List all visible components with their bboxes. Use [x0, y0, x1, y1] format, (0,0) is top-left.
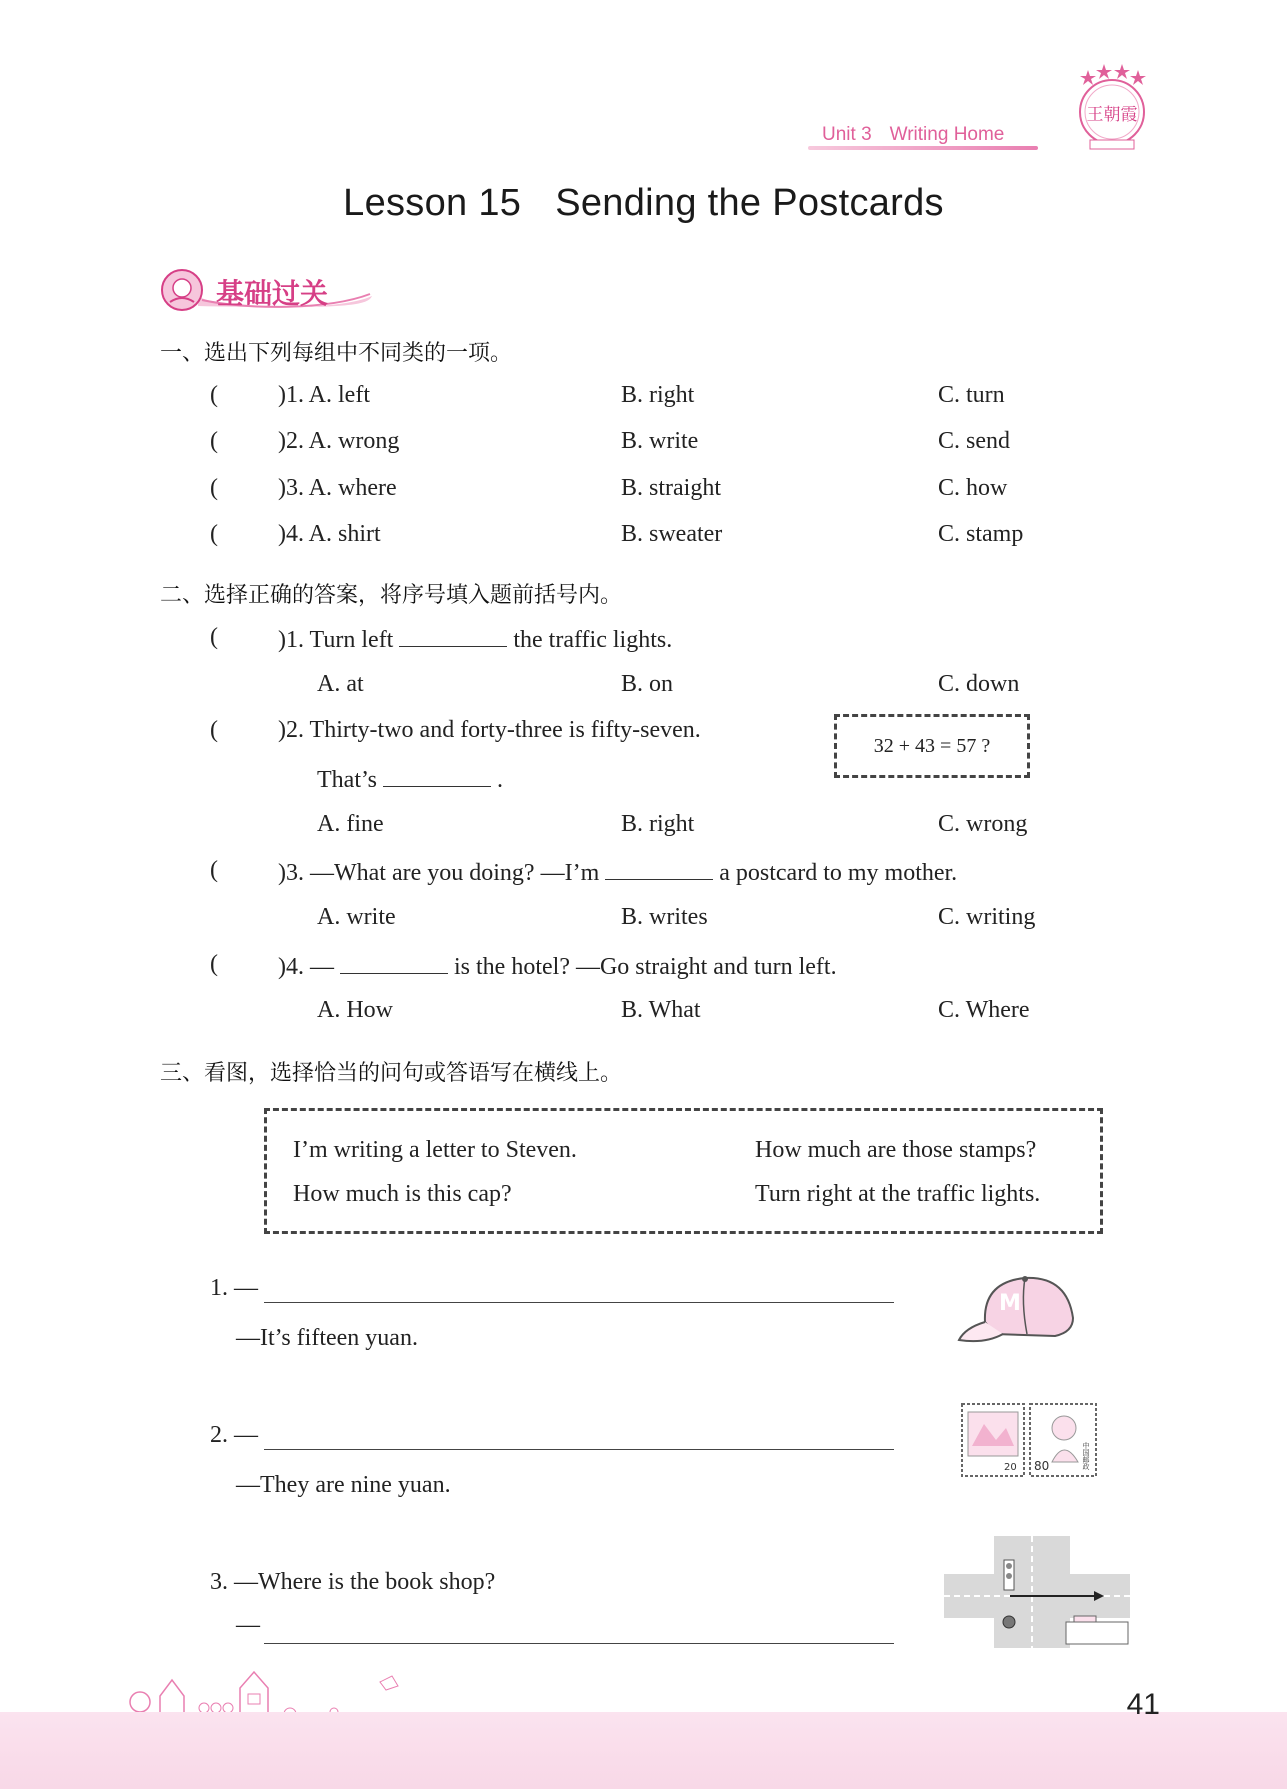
s3-q1-answer: —It’s fifteen yuan.	[236, 1325, 418, 1351]
section3-title: 三、看图，选择恰当的问句或答语写在横线上。	[160, 1061, 623, 1086]
paren-open: (	[210, 382, 218, 408]
s1-item-2-c: C. send	[938, 428, 1010, 454]
s2-q4-c: C. Where	[938, 997, 1030, 1023]
s1-item-4-b: B. sweater	[621, 521, 723, 547]
unit-label: Unit 3	[822, 124, 872, 145]
s2-q2-c: C. wrong	[938, 811, 1028, 837]
s2-q2-paren: (	[210, 717, 218, 743]
word-bank-option: How much are those stamps?	[755, 1137, 1037, 1163]
s2-q4-b: B. What	[621, 997, 701, 1023]
s2-q4-pre: )4. —	[278, 954, 334, 980]
s2-q2-line1: )2. Thirty-two and forty-three is fifty-seven.	[278, 717, 701, 743]
s2-q3-stem	[278, 857, 957, 887]
s2-q1-stem	[278, 624, 672, 654]
s2-q2-that: That’s	[317, 767, 377, 793]
s2-q2-a: A. fine	[317, 811, 384, 837]
badge-label: 基础过关	[216, 277, 329, 310]
s1-item-2-b: B. write	[621, 428, 699, 454]
header-unit	[822, 124, 1004, 146]
s1-item-3-a: )3. A. where	[278, 475, 397, 501]
s2-q3-post: a postcard to my mother.	[719, 860, 958, 886]
answer-blank[interactable]	[383, 764, 491, 787]
lesson-number: Lesson 15	[343, 182, 522, 224]
s3-q3-dash: —	[236, 1612, 260, 1638]
s1-item-1-b: B. right	[621, 382, 695, 408]
s2-q4-post: is the hotel? —Go straight and turn left.	[454, 954, 837, 980]
s2-q1-paren: (	[210, 624, 218, 650]
unit-title: Writing Home	[889, 124, 1005, 145]
svg-text:M: M	[999, 1291, 1021, 1316]
s1-item-3-c: C. how	[938, 475, 1008, 501]
lesson-title	[0, 182, 1287, 225]
s1-item-3-b: B. straight	[621, 475, 721, 501]
cap-image	[955, 1272, 1077, 1354]
s1-item-1-a: )1. A. left	[278, 382, 370, 408]
s2-q3-pre: )3. —What are you doing? —I’m	[278, 860, 600, 886]
publisher-logo	[1072, 62, 1152, 152]
s2-q2-line2	[317, 764, 503, 794]
s2-q3-b: B. writes	[621, 904, 708, 930]
s2-q2-b: B. right	[621, 811, 695, 837]
s2-q4-paren: (	[210, 951, 218, 977]
s3-q3-question: 3. —Where is the book shop?	[210, 1569, 496, 1595]
s2-q2-period: .	[497, 767, 503, 793]
page-number: 41	[1126, 1688, 1160, 1721]
paren-open: (	[210, 521, 218, 547]
section1-title: 一、选出下列每组中不同类的一项。	[160, 341, 513, 366]
header-underline	[808, 146, 1038, 150]
word-bank-option: I’m writing a letter to Steven.	[293, 1137, 577, 1163]
s3-q1-answer-line[interactable]	[264, 1302, 894, 1303]
s2-q1-pre: )1. Turn left	[278, 627, 394, 653]
s3-q2-num: 2. —	[210, 1422, 258, 1448]
s2-q3-a: A. write	[317, 904, 396, 930]
paren-open: (	[210, 428, 218, 454]
s3-q2-answer: —They are nine yuan.	[236, 1472, 451, 1498]
s2-q1-b: B. on	[621, 671, 674, 697]
stamp-value: 80	[1034, 1459, 1050, 1473]
s3-q1-num: 1. —	[210, 1275, 258, 1301]
stamps-image	[960, 1402, 1100, 1478]
street-map-image	[944, 1536, 1130, 1648]
s2-q4-stem	[278, 951, 837, 981]
stamp-caption: 中国邮政	[1082, 1442, 1090, 1470]
answer-blank[interactable]	[399, 624, 507, 647]
word-bank	[264, 1108, 1103, 1234]
section2-title: 二、选择正确的答案，将序号填入题前括号内。	[160, 583, 623, 608]
s2-q3-paren: (	[210, 857, 218, 883]
s2-q1-post: the traffic lights.	[513, 627, 673, 653]
answer-blank[interactable]	[605, 857, 713, 880]
paren-open: (	[210, 475, 218, 501]
math-box: 32 + 43 = 57 ?	[834, 714, 1030, 778]
s1-item-4-c: C. stamp	[938, 521, 1024, 547]
s1-item-4-a: )4. A. shirt	[278, 521, 381, 547]
word-bank-option: Turn right at the traffic lights.	[755, 1181, 1041, 1207]
s2-q4-a: A. How	[317, 997, 393, 1023]
answer-blank[interactable]	[340, 951, 448, 974]
s3-q2-answer-line[interactable]	[264, 1449, 894, 1450]
s2-q1-a: A. at	[317, 671, 364, 697]
s1-item-1-c: C. turn	[938, 382, 1005, 408]
lesson-name: Sending the Postcards	[555, 182, 944, 224]
logo-text: 王朝霞	[1086, 105, 1138, 125]
s2-q1-c: C. down	[938, 671, 1020, 697]
stamp-value: 20	[1004, 1462, 1017, 1473]
s1-item-2-a: )2. A. wrong	[278, 428, 400, 454]
s2-q3-c: C. writing	[938, 904, 1036, 930]
word-bank-option: How much is this cap?	[293, 1181, 512, 1207]
footer-band	[0, 1712, 1287, 1789]
s3-q3-answer-line[interactable]	[264, 1643, 894, 1644]
